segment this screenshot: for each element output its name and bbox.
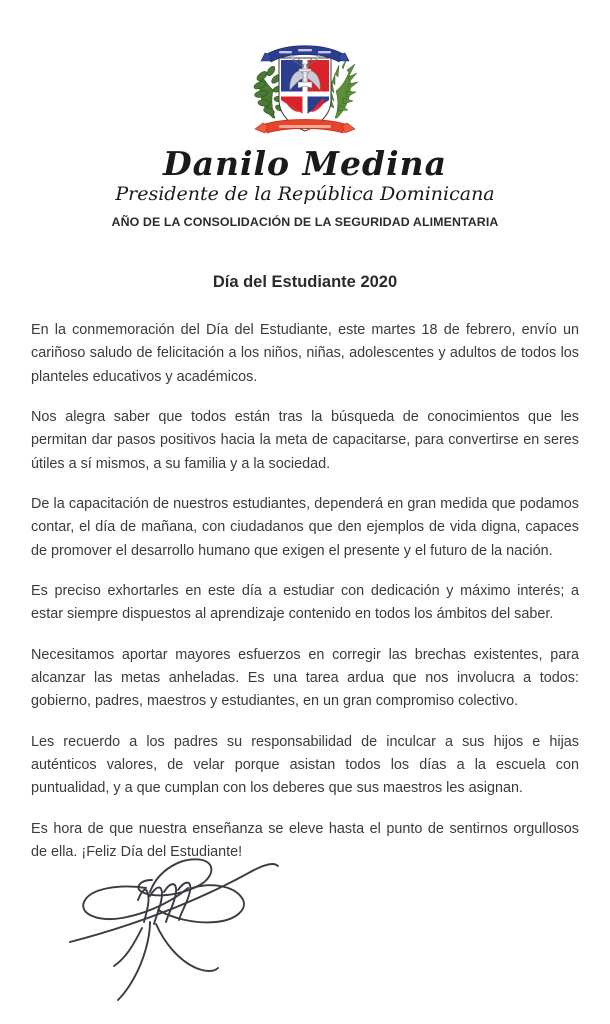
paragraph: Necesitamos aportar mayores esfuerzos en corregir las brechas existentes, para alcanzar las metas anheladas. Es una tarea ardua que nos involucra a todos: gobierno, padres, maestros y estudiantes, en un gran compromiso colectivo. xyxy=(31,646,579,710)
signature-image xyxy=(46,826,306,1006)
letterhead xyxy=(0,0,610,229)
paragraph: De la capacitación de nuestros estudiantes, dependerá en gran medida que podamos contar, el día de mañana, con ciudadanos que den ejemplos de vida digna, capaces de promover el desarrollo humano que exigen el presente y el futuro de la nación. xyxy=(31,496,579,559)
president-name: Danilo Medina xyxy=(162,144,448,183)
paragraph: En la conmemoración del Día del Estudiante, este martes 18 de febrero, envío un cariñoso saludo de felicitación a los niños, niñas, adolescentes y adultos de todos los planteles educativos y académicos. xyxy=(31,322,579,385)
president-title: Presidente de la República Dominicana xyxy=(115,183,495,206)
year-slogan: AÑO DE LA CONSOLIDACIÓN DE LA SEGURIDAD ALIMENTARIA xyxy=(111,215,499,230)
document-body xyxy=(0,319,610,864)
coat-of-arms-icon xyxy=(235,34,375,142)
paragraph: Nos alegra saber que todos están tras la búsqueda de conocimientos que les permitan dar pasos positivos hacia la meta de capacitarse, para convertirse en seres útiles a sí mismos, a su familia y a la sociedad. xyxy=(31,409,579,472)
paragraph: Es preciso exhortarles en este día a estudiar con dedicación y máximo interés; a estar siempre dispuestos al aprendizaje contenido en todos los ámbitos del saber. xyxy=(31,583,579,623)
paragraph: Les recuerdo a los padres su responsabilidad de inculcar a sus hijos e hijas auténticos valores, de velar porque asistan todos los días a la escuela con puntualidad, y a que cumplan con los deberes que sus maestros les asignan. xyxy=(31,733,579,797)
paragraph: Es hora de que nuestra enseñanza se eleve hasta el punto de sentirnos orgullosos de ella. ¡Feliz Día del Estudiante! xyxy=(31,820,579,861)
document-title: Día del Estudiante 2020 xyxy=(212,273,398,292)
